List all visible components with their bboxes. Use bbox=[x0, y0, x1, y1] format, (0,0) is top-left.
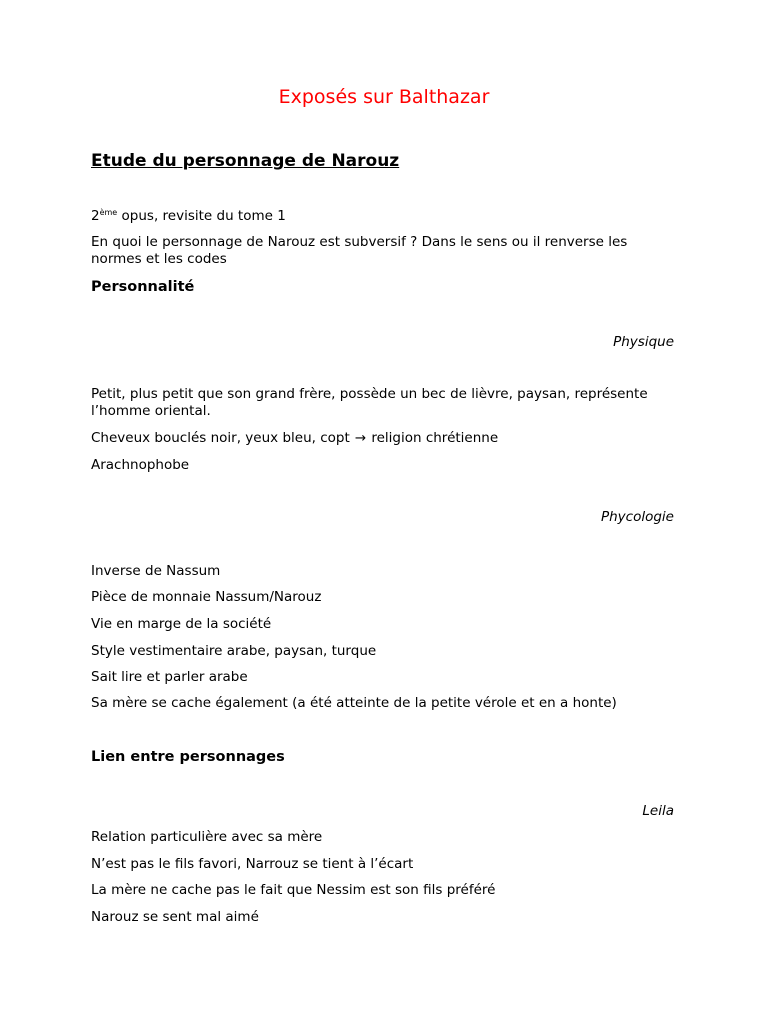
opus-number: 2 bbox=[91, 208, 100, 224]
phycologie-line-4: Style vestimentaire arabe, paysan, turque bbox=[91, 643, 377, 659]
physique-line-2-text: Cheveux bouclés noir, yeux bleu, copt bbox=[91, 430, 350, 446]
physique-line-2-religion: religion chrétienne bbox=[371, 430, 499, 446]
section-heading-lien: Lien entre personnages bbox=[91, 749, 285, 765]
opus-superscript: ème bbox=[99, 208, 118, 217]
leila-line-3: La mère ne cache pas le fait que Nessim est son fils préféré bbox=[91, 882, 496, 898]
subheading-leila: Leila bbox=[642, 803, 674, 819]
leila-line-1: Relation particulière avec sa mère bbox=[91, 829, 323, 845]
physique-line-2 bbox=[91, 430, 498, 447]
section-heading-personnalite: Personnalité bbox=[91, 279, 195, 295]
opus-line bbox=[91, 208, 286, 225]
leila-line-4: Narouz se sent mal aimé bbox=[91, 909, 259, 925]
subheading-physique: Physique bbox=[613, 334, 674, 350]
physique-line-3: Arachnophobe bbox=[91, 457, 190, 473]
subheading-phycologie: Phycologie bbox=[600, 509, 674, 525]
phycologie-line-6: Sa mère se cache également (a été atteinte de la petite vérole et en a honte) bbox=[91, 695, 617, 711]
phycologie-line-3: Vie en marge de la société bbox=[91, 616, 272, 632]
phycologie-line-5: Sait lire et parler arabe bbox=[91, 669, 248, 685]
opus-rest: opus, revisite du tome 1 bbox=[117, 208, 286, 224]
subversion-question: En quoi le personnage de Narouz est subversif ? Dans le sens ou il renverse les normes et les codes bbox=[91, 234, 628, 267]
main-heading: Etude du personnage de Narouz bbox=[91, 151, 400, 171]
document-title: Exposés sur Balthazar bbox=[278, 86, 490, 108]
arrow-right-icon: → bbox=[354, 430, 367, 446]
phycologie-line-2: Pièce de monnaie Nassum/Narouz bbox=[91, 589, 322, 605]
physique-line-1: Petit, plus petit que son grand frère, possède un bec de lièvre, paysan, représente l’homme oriental. bbox=[91, 386, 648, 419]
leila-line-2: N’est pas le fils favori, Narrouz se tient à l’écart bbox=[91, 856, 414, 872]
phycologie-line-1: Inverse de Nassum bbox=[91, 563, 221, 579]
